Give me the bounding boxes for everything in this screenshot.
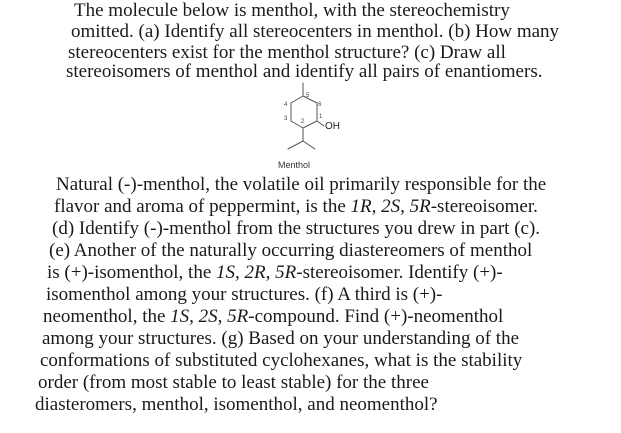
stereo-descriptor-isomenthol-1: 1S bbox=[216, 262, 236, 283]
stereo-descriptor-menthol: 1R, 2S, 5R bbox=[350, 196, 431, 217]
body-text: , bbox=[235, 262, 245, 283]
body-text: Natural (-)-menthol, the volatile oil primarily responsible for the bbox=[56, 174, 547, 195]
body-text: -compound. Find (+)-neomenthol bbox=[248, 306, 504, 327]
body-text: flavor and aroma of peppermint, is the bbox=[54, 196, 351, 217]
body-line-5 bbox=[47, 262, 503, 284]
body-line-2 bbox=[54, 196, 538, 218]
intro-text: omitted. (a) Identify all stereocenters in menthol. (b) How many bbox=[71, 21, 560, 42]
body-text: among your structures. (g) Based on your understanding of the bbox=[42, 328, 520, 349]
intro-text: The molecule below is menthol, with the stereochemistry bbox=[74, 0, 510, 21]
body-text: diasteromers, menthol, isomenthol, and neomenthol? bbox=[35, 394, 438, 415]
stereo-descriptor-neomenthol: 1S, 2S, 5R bbox=[170, 306, 249, 327]
body-text: conformations of substituted cyclohexanes, what is the stability bbox=[40, 350, 523, 371]
body-text: isomenthol among your structures. (f) A third is (+)- bbox=[46, 284, 443, 305]
body-line-8 bbox=[42, 328, 519, 350]
body-text: (e) Another of the naturally occurring diastereomers of menthol bbox=[49, 240, 533, 261]
body-line-11 bbox=[35, 394, 438, 416]
atom-label-c6: 6 bbox=[318, 102, 322, 108]
body-text: -stereoisomer. Identify (+)- bbox=[296, 262, 503, 283]
body-text: (d) Identify (-)-menthol from the structures you drew in part (c). bbox=[52, 218, 541, 239]
intro-line-1 bbox=[74, 0, 510, 22]
intro-line-2 bbox=[71, 21, 559, 43]
atom-label-c1: 1 bbox=[319, 114, 323, 120]
menthol-skeletal-formula-icon bbox=[268, 78, 358, 173]
body-line-4 bbox=[49, 240, 532, 262]
body-line-3 bbox=[52, 218, 540, 240]
body-text: order (from most stable to least stable) for the three bbox=[38, 372, 429, 393]
atom-label-c3: 3 bbox=[284, 116, 288, 122]
stereo-descriptor-isomenthol-2: 2R, 5R bbox=[244, 262, 297, 283]
body-line-7 bbox=[43, 306, 503, 328]
body-line-10 bbox=[38, 372, 429, 394]
intro-text: stereoisomers of menthol and identify all pairs of enantiomers. bbox=[66, 61, 543, 82]
atom-label-c5: 5 bbox=[306, 93, 310, 99]
menthol-structure-figure bbox=[268, 78, 358, 173]
body-text: is (+)-isomenthol, the bbox=[47, 262, 217, 283]
intro-text: stereocenters exist for the menthol structure? (c) Draw all bbox=[68, 42, 506, 63]
body-line-9 bbox=[40, 350, 522, 372]
body-line-1 bbox=[56, 174, 546, 196]
body-text: -stereoisomer. bbox=[430, 196, 538, 217]
hydroxyl-label: OH bbox=[325, 121, 340, 132]
body-line-6 bbox=[46, 284, 442, 306]
atom-label-c2: 2 bbox=[301, 119, 305, 125]
atom-label-c4: 4 bbox=[284, 102, 288, 108]
body-text: neomenthol, the bbox=[43, 306, 171, 327]
figure-caption: Menthol bbox=[278, 160, 311, 170]
